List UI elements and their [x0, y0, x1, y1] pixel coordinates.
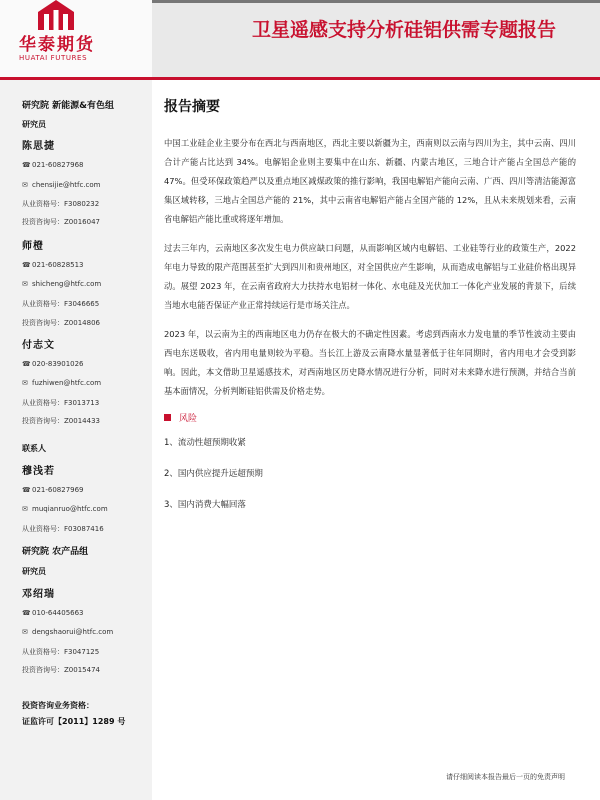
contact-email[interactable]: ✉ muqianruo@htfc.com — [22, 505, 108, 513]
email-icon: ✉ — [22, 181, 28, 189]
researcher-phone: ☎010-64405663 — [22, 609, 84, 617]
researcher-email[interactable]: ✉ dengshaorui@htfc.com — [22, 628, 114, 636]
researcher-qualification: 从业资格号：F3047125 — [22, 648, 100, 656]
risk-item: 2、国内供应提升远超预期 — [164, 469, 263, 479]
contact-label: 联系人 — [22, 444, 46, 453]
researcher-qualification: 从业资格号：F3046665 — [22, 300, 100, 308]
report-summary — [164, 96, 576, 529]
phone-icon: ☎ — [22, 161, 31, 169]
phone-icon: ☎ — [22, 609, 31, 617]
researcher-phone: ☎021-60828513 — [22, 261, 84, 269]
square-bullet-icon — [164, 414, 171, 421]
email-icon: ✉ — [22, 280, 28, 288]
researcher-email[interactable]: ✉ shicheng@htfc.com — [22, 280, 102, 288]
researcher-phone: ☎020-83901026 — [22, 360, 84, 368]
phone-icon: ☎ — [22, 261, 31, 269]
risk-item: 1、流动性超预期收紧 — [164, 438, 246, 448]
email-icon: ✉ — [22, 379, 28, 387]
contact-phone: ☎021-60827969 — [22, 486, 84, 494]
email-icon: ✉ — [22, 505, 28, 513]
researcher-name: 邓绍瑞 — [22, 589, 55, 600]
researcher-email[interactable]: ✉ chensijie@htfc.com — [22, 181, 101, 189]
section-title: 报告摘要 — [164, 99, 220, 115]
researcher-name: 师橙 — [22, 241, 44, 252]
summary-paragraph: 中国工业硅企业主要分布在西北与西南地区，西北主要以新疆为主，西南则以云南与四川为主，其中云南、四川合计产能占比达到 34%。电解铝企业则主要集中在山东、新疆、内蒙古地区，三地合计产能占全国总产能的 47%。但受环保政策趋严以及重点地区减煤政策的推行影响，我国电解铝产能向云南、广西、四川等清洁能源富集区域转移，三地占全国总产能的 21%，其中云南省电解铝产能占全国产能的 12%，且从未来规划来看，云南省电解铝产能比重或将逐年增加。 — [164, 138, 576, 224]
report-title: 卫星遥感支持分析硅铝供需专题报告 — [251, 19, 556, 41]
research-group-title: 研究院 新能源&有色组 — [22, 101, 114, 111]
huatai-logo-icon — [38, 0, 74, 30]
researcher-phone: ☎021-60827968 — [22, 161, 84, 169]
risk-section-header — [164, 411, 576, 424]
risk-title: 风险 — [179, 414, 198, 424]
research-group-title: 研究院 农产品组 — [22, 547, 89, 557]
analyst-sidebar — [0, 80, 152, 800]
phone-icon: ☎ — [22, 360, 31, 368]
email-icon: ✉ — [22, 628, 28, 636]
license-number: 证监许可【2011】1289 号 — [22, 717, 126, 726]
researcher-investment-no: 投资咨询号：Z0014806 — [22, 319, 100, 327]
risk-item: 3、国内消费大幅回落 — [164, 500, 246, 510]
summary-paragraph: 2023 年，以云南为主的西南地区电力仍存在极大的不确定性因素。考虑到西南水力发电量的季节性波动主要由西电东送吸收，省内用电量则较为平稳。当长江上游及云南降水量显著低于往年同期时，省内用电才会受到影响。因此，本文借助卫星遥感技术，对西南地区历史降水情况进行分析，同时对未来降水进行预测，并结合当前基本面情况，分析判断硅铝供需及价格走势。 — [164, 329, 576, 396]
phone-icon: ☎ — [22, 486, 31, 494]
company-english-name: HUATAI FUTURES — [19, 54, 88, 62]
researcher-investment-no: 投资咨询号：Z0014433 — [22, 417, 100, 425]
researcher-qualification: 从业资格号：F3013713 — [22, 399, 100, 407]
researcher-investment-no: 投资咨询号：Z0016047 — [22, 218, 100, 226]
researcher-label: 研究员 — [22, 120, 46, 129]
researcher-name: 付志文 — [22, 340, 55, 351]
researcher-name: 陈思捷 — [22, 141, 55, 152]
contact-name: 穆浅若 — [22, 466, 55, 477]
license-label: 投资咨询业务资格： — [22, 701, 94, 710]
company-logo — [0, 0, 152, 77]
footer-disclaimer: 请仔细阅读本报告最后一页的免责声明 — [446, 773, 565, 781]
researcher-qualification: 从业资格号：F3080232 — [22, 200, 100, 208]
researcher-investment-no: 投资咨询号：Z0015474 — [22, 666, 100, 674]
report-header — [0, 0, 600, 77]
researcher-label: 研究员 — [22, 567, 46, 576]
company-name: 华泰期货 — [19, 35, 95, 55]
researcher-email[interactable]: ✉ fuzhiwen@htfc.com — [22, 379, 102, 387]
contact-qualification: 从业资格号：F03087416 — [22, 525, 104, 533]
summary-paragraph: 过去三年内，云南地区多次发生电力供应缺口问题，从而影响区域内电解铝、工业硅等行业的政策生产，2022 年电力导致的限产范围甚至扩大到四川和贵州地区，对全国供应产生影响，从而造成电解铝与工业硅价格出现异动。展望 2023 年，在云南省政府大力扶持水电铝材一体化、水电硅及光伏加工一体化产业发展的背景下，后续当地水电能否保证产业正常持续运行是市场关注点。 — [164, 243, 576, 310]
